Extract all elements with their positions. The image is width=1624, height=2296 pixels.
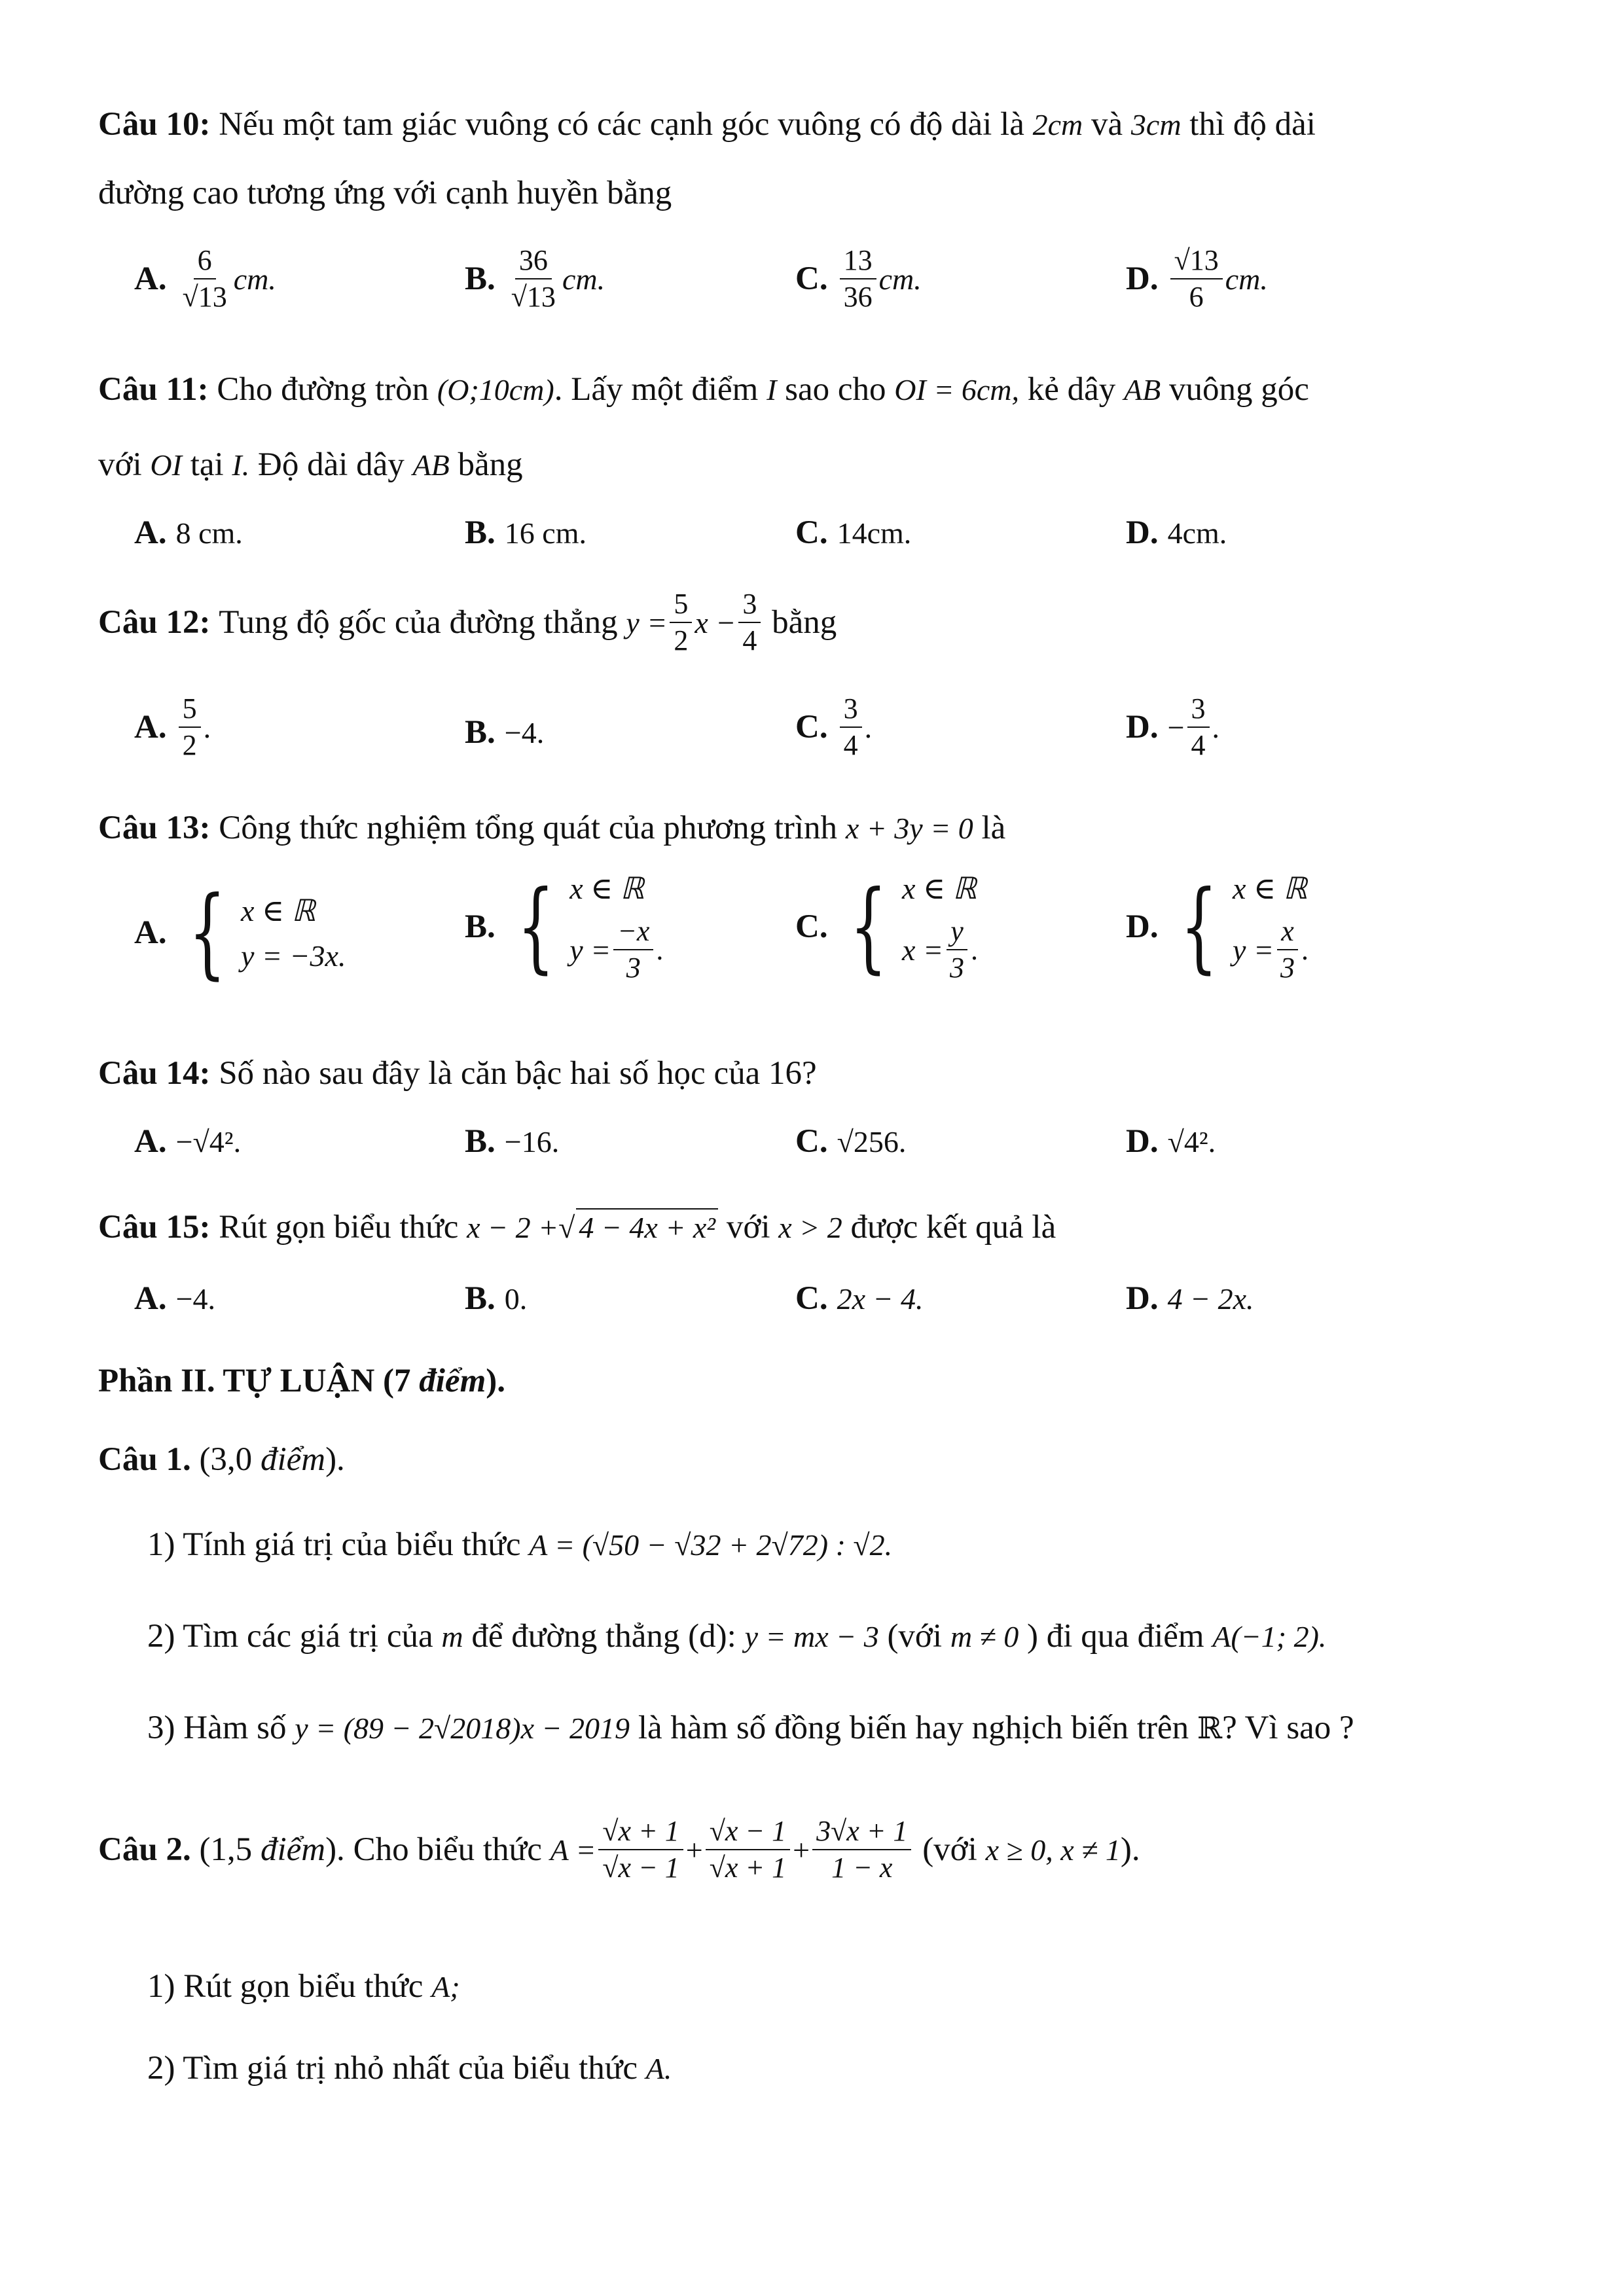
q14-option-a[interactable] bbox=[134, 1122, 241, 1160]
c1-item2-point: A(−1; 2). bbox=[1212, 1620, 1327, 1653]
option-label: D. bbox=[1126, 260, 1159, 298]
equation-system: { x ∈ ℝ y = $\frac{x}{3}$ . bbox=[1180, 870, 1308, 984]
frac-num: −x bbox=[613, 916, 653, 950]
c1-item3-set: ℝ bbox=[1197, 1712, 1223, 1745]
option-label: A. bbox=[134, 514, 167, 551]
plus-sign: + bbox=[685, 1833, 703, 1867]
frac-num: 3√x + 1 bbox=[812, 1816, 911, 1850]
q14-head: Câu 14: bbox=[98, 1055, 211, 1092]
q15-option-c[interactable] bbox=[795, 1280, 924, 1318]
option-label: C. bbox=[795, 260, 828, 298]
q11-point: I. bbox=[232, 448, 250, 482]
q15-text: Rút gọn biểu thức bbox=[219, 1209, 459, 1246]
fraction bbox=[812, 1816, 911, 1883]
option-label: A. bbox=[134, 1280, 167, 1317]
c1-item3-text: 3) Hàm số bbox=[147, 1710, 287, 1746]
c1-item1-expr: A = (√50 − √32 + 2√72) : √2. bbox=[529, 1528, 893, 1562]
system-row: x ∈ ℝ bbox=[902, 872, 977, 905]
frac-num: 5 bbox=[179, 694, 201, 728]
minus-sign: − bbox=[1167, 710, 1185, 744]
fraction bbox=[613, 916, 653, 983]
q15-expr: x − 2 + bbox=[467, 1211, 559, 1244]
frac-num: y bbox=[947, 916, 967, 950]
option-value: 0. bbox=[504, 1282, 528, 1316]
q14-line1 bbox=[98, 1054, 1539, 1094]
option-value: −4. bbox=[175, 1282, 216, 1316]
unit: cm. bbox=[233, 262, 276, 296]
option-label: C. bbox=[795, 514, 828, 551]
fraction bbox=[946, 916, 968, 983]
frac-num: √x − 1 bbox=[706, 1816, 790, 1850]
part2-points: điểm bbox=[419, 1363, 486, 1399]
frac-den: 3 bbox=[1280, 952, 1295, 984]
q11-option-a[interactable] bbox=[134, 514, 243, 552]
q11-option-c[interactable] bbox=[795, 514, 911, 552]
option-label: A. bbox=[134, 1123, 167, 1160]
option-label: B. bbox=[465, 714, 496, 751]
q11-text: vuông góc bbox=[1168, 371, 1309, 408]
sqrt-icon: √ bbox=[558, 1211, 575, 1244]
q15-line1 bbox=[98, 1208, 1539, 1247]
q13-line1 bbox=[98, 808, 1539, 848]
c1-item3-text: ? Vì sao ? bbox=[1222, 1710, 1354, 1746]
frac-num: 6 bbox=[194, 245, 216, 279]
option-label: D. bbox=[1126, 514, 1159, 551]
q13-text: Công thức nghiệm tổng quát của phương trình bbox=[219, 810, 838, 846]
q11-circle: (O;10cm) bbox=[437, 373, 554, 406]
c2-cond: (với bbox=[922, 1831, 977, 1868]
frac-den: 4 bbox=[742, 624, 757, 657]
option-label: B. bbox=[465, 1280, 496, 1317]
q13-option-a[interactable] bbox=[134, 876, 346, 990]
option-value: 2x − 4. bbox=[837, 1282, 924, 1316]
q15-option-a[interactable] bbox=[134, 1280, 215, 1318]
q11-ab: AB bbox=[1124, 373, 1161, 406]
q11-option-b[interactable] bbox=[465, 514, 586, 552]
fraction bbox=[670, 589, 692, 656]
fraction bbox=[1170, 245, 1223, 312]
option-label: C. bbox=[795, 1280, 828, 1317]
c2-a-eq: A = bbox=[550, 1833, 596, 1867]
q12-option-a[interactable]: A. $\frac{5}{2}$ . bbox=[134, 692, 211, 762]
frac-num: 3 bbox=[738, 589, 761, 623]
q12-eq: y = bbox=[626, 605, 668, 639]
option-label: A. bbox=[134, 709, 167, 746]
frac-den: 2 bbox=[182, 729, 197, 762]
option-value: 8 cm. bbox=[175, 516, 243, 550]
c2-item2-text: 2) Tìm giá trị nhỏ nhất của biểu thức bbox=[147, 2050, 638, 2087]
option-value: −√4². bbox=[175, 1124, 242, 1158]
frac-den: √x + 1 bbox=[709, 1852, 787, 1884]
q15-text: với bbox=[726, 1209, 770, 1246]
c1-item3-expr: y = (89 − 2√2018)x − 2019 bbox=[295, 1712, 630, 1745]
system-row: y = −3x. bbox=[241, 939, 346, 973]
c1-item2 bbox=[147, 1617, 1539, 1657]
q11-oi: OI = 6cm, bbox=[894, 373, 1019, 406]
q10-text1: Nếu một tam giác vuông có các cạnh góc vuông có độ dài là bbox=[219, 106, 1024, 143]
fraction bbox=[1276, 916, 1299, 983]
q11-head: Câu 11: bbox=[98, 371, 209, 408]
q12-eq: x − bbox=[695, 605, 736, 639]
q15-cond: x > 2 bbox=[778, 1211, 842, 1244]
q10-line1 bbox=[98, 105, 1539, 145]
frac-num: √x + 1 bbox=[598, 1816, 683, 1850]
system-row: x ∈ ℝ bbox=[241, 893, 316, 927]
option-label: D. bbox=[1126, 1123, 1159, 1160]
plus-sign: + bbox=[793, 1833, 810, 1867]
option-label: C. bbox=[795, 709, 828, 746]
q15-option-d[interactable] bbox=[1126, 1280, 1254, 1318]
q15-head: Câu 15: bbox=[98, 1209, 211, 1246]
c2-item1-var: A; bbox=[431, 1970, 460, 2003]
brace-icon: { bbox=[1180, 870, 1218, 984]
q10-and: và bbox=[1091, 106, 1123, 143]
part2-title-text: Phần II. TỰ LUẬN (7 bbox=[98, 1363, 411, 1399]
system-row-left: y = bbox=[1233, 933, 1274, 967]
q11-text: . Lấy một điểm bbox=[554, 371, 759, 408]
c1-item2-text: 2) Tìm các giá trị của bbox=[147, 1618, 433, 1655]
c1-item3-text: là hàm số đồng biến hay nghịch biến trên bbox=[638, 1710, 1189, 1746]
frac-den: 4 bbox=[843, 729, 858, 762]
c1-item2-var: m bbox=[441, 1620, 463, 1653]
c2-cond: ). bbox=[1120, 1831, 1140, 1868]
frac-num: 3 bbox=[1187, 694, 1210, 728]
brace-icon: { bbox=[849, 870, 887, 984]
frac-num: 3 bbox=[840, 694, 862, 728]
part2-close: ). bbox=[486, 1363, 505, 1399]
c2-cond-expr: x ≥ 0, x ≠ 1 bbox=[985, 1833, 1121, 1867]
q10-line2 bbox=[98, 173, 1539, 213]
frac-den: √x − 1 bbox=[602, 1852, 679, 1884]
fraction bbox=[840, 245, 876, 312]
fraction bbox=[706, 1816, 790, 1883]
option-value: 4 − 2x. bbox=[1167, 1282, 1254, 1316]
q13-head: Câu 13: bbox=[98, 810, 211, 846]
c2-head-line bbox=[98, 1816, 1539, 1883]
frac-num: 5 bbox=[670, 589, 692, 623]
frac-den: 4 bbox=[1191, 729, 1206, 762]
frac-num: 13 bbox=[840, 245, 876, 279]
fraction bbox=[738, 589, 761, 656]
c1-score: (3,0 bbox=[199, 1441, 253, 1478]
q11-text: Độ dài dây bbox=[258, 446, 405, 483]
fraction bbox=[179, 694, 201, 761]
option-value: √4². bbox=[1167, 1124, 1216, 1158]
fraction bbox=[598, 1816, 683, 1883]
c1-item1 bbox=[147, 1525, 1539, 1565]
option-value: −16. bbox=[504, 1124, 560, 1158]
q12-option-c[interactable]: C. $\frac{3}{4}$ . bbox=[795, 692, 873, 762]
frac-den: 1 − x bbox=[831, 1852, 893, 1884]
brace-icon: { bbox=[188, 876, 226, 990]
option-value: 4cm. bbox=[1167, 516, 1227, 550]
q10-option-c[interactable] bbox=[795, 245, 922, 312]
frac-den: 3 bbox=[626, 952, 641, 984]
c2-item1 bbox=[147, 1967, 1539, 2007]
frac-den: 36 bbox=[843, 281, 873, 314]
option-label: B. bbox=[465, 514, 496, 551]
q10-head: Câu 10: bbox=[98, 106, 211, 143]
c1-item2-cond: m ≠ 0 bbox=[950, 1620, 1019, 1653]
system-row-left: x = bbox=[902, 933, 943, 967]
c1-item2-eq: y = mx − 3 bbox=[744, 1620, 879, 1653]
frac-den: √13 bbox=[182, 281, 227, 314]
option-value: 16 cm. bbox=[504, 516, 586, 550]
q11-oi: OI bbox=[150, 448, 182, 482]
equation-system bbox=[176, 876, 346, 990]
q11-text: kẻ dây bbox=[1027, 371, 1116, 408]
q10-text2: thì độ dài bbox=[1189, 106, 1316, 143]
fraction bbox=[840, 694, 862, 761]
unit: cm. bbox=[562, 262, 605, 296]
q11-option-d[interactable] bbox=[1126, 514, 1227, 552]
frac-den: 2 bbox=[674, 624, 689, 657]
q11-text: Cho đường tròn bbox=[217, 371, 429, 408]
option-label: B. bbox=[465, 1123, 496, 1160]
c2-score: (1,5 bbox=[199, 1831, 253, 1868]
option-label: D. bbox=[1126, 908, 1159, 946]
c1-item1-text: 1) Tính giá trị của biểu thức bbox=[147, 1526, 521, 1563]
q13-eq: x + 3y = 0 bbox=[845, 812, 973, 845]
c2-head: Câu 2. bbox=[98, 1831, 191, 1868]
c2-score-word: điểm bbox=[260, 1831, 326, 1868]
q11-text: với bbox=[98, 446, 142, 483]
q13-text: là bbox=[981, 810, 1006, 846]
c1-score: ). bbox=[325, 1441, 345, 1478]
option-label: C. bbox=[795, 908, 828, 946]
c1-item2-text: ) đi qua điểm bbox=[1027, 1618, 1204, 1655]
q13-option-c[interactable] bbox=[795, 870, 978, 983]
c2-text: Cho biểu thức bbox=[353, 1831, 542, 1868]
equation-system: { x ∈ ℝ x = $\frac{y}{3}$ . bbox=[849, 870, 978, 984]
q10-option-d[interactable] bbox=[1126, 245, 1268, 312]
frac-den: √13 bbox=[511, 281, 556, 314]
c1-item3 bbox=[147, 1708, 1539, 1748]
q12-option-b[interactable] bbox=[465, 713, 544, 751]
c2-item2-var: A. bbox=[645, 2052, 672, 2085]
q11-text: tại bbox=[190, 446, 224, 483]
q12-head: Câu 12: bbox=[98, 603, 211, 641]
q15-expr-root: 4 − 4x + x² bbox=[576, 1208, 718, 1246]
q12-option-d[interactable]: D. − $\frac{3}{4}$ . bbox=[1126, 692, 1220, 762]
q12-text: Tung độ gốc của đường thẳng bbox=[219, 603, 618, 641]
fraction bbox=[1187, 694, 1210, 761]
c1-head: Câu 1. bbox=[98, 1441, 191, 1478]
q14-option-d[interactable] bbox=[1126, 1122, 1216, 1160]
option-label: D. bbox=[1126, 709, 1159, 746]
option-label: A. bbox=[134, 260, 167, 298]
option-label: A. bbox=[134, 914, 167, 951]
q10-len2: 3cm bbox=[1130, 108, 1182, 141]
part2-title bbox=[98, 1361, 1539, 1401]
unit: cm. bbox=[878, 262, 922, 296]
brace-icon: { bbox=[516, 870, 555, 984]
c2-item1-text: 1) Rút gọn biểu thức bbox=[147, 1968, 424, 2005]
c2-score: ). bbox=[325, 1831, 345, 1868]
fraction bbox=[507, 245, 560, 312]
system-row: x ∈ ℝ bbox=[1233, 872, 1307, 905]
c1-head-line bbox=[98, 1440, 1539, 1480]
q10-option-b[interactable] bbox=[465, 245, 605, 312]
option-value: √256. bbox=[837, 1124, 907, 1158]
option-label: C. bbox=[795, 1123, 828, 1160]
q14-option-b[interactable] bbox=[465, 1122, 559, 1160]
q12-line1 bbox=[98, 589, 1539, 656]
system-row: x ∈ ℝ bbox=[569, 872, 645, 905]
option-value: −4. bbox=[504, 715, 545, 749]
q10-text3: đường cao tương ứng với cạnh huyền bằng bbox=[98, 175, 672, 211]
q11-point: I bbox=[767, 373, 777, 406]
c2-item2 bbox=[147, 2049, 1539, 2089]
q10-option-a[interactable] bbox=[134, 245, 276, 312]
option-value: 14cm. bbox=[837, 516, 912, 550]
frac-den: 6 bbox=[1189, 281, 1204, 314]
q15-option-b[interactable] bbox=[465, 1280, 527, 1318]
q13-option-b[interactable] bbox=[465, 870, 663, 983]
option-label: D. bbox=[1126, 1280, 1159, 1317]
equation-system: { x ∈ ℝ y = $\frac{-x}{3}$ . bbox=[516, 870, 664, 984]
q11-text: bằng bbox=[458, 446, 523, 483]
fraction bbox=[179, 245, 231, 312]
frac-den: 3 bbox=[950, 952, 964, 984]
c1-item2-text: để đường thẳng (d): bbox=[471, 1618, 736, 1655]
c1-item2-text: (với bbox=[887, 1618, 943, 1655]
q14-text: Số nào sau đây là căn bậc hai số học của 16? bbox=[219, 1055, 817, 1092]
q11-line1 bbox=[98, 370, 1539, 410]
q12-text: bằng bbox=[772, 603, 837, 641]
unit: cm. bbox=[1225, 262, 1268, 296]
frac-num: 36 bbox=[515, 245, 552, 279]
option-label: B. bbox=[465, 260, 496, 298]
q14-option-c[interactable] bbox=[795, 1122, 906, 1160]
q11-line2 bbox=[98, 445, 1539, 485]
frac-num: √13 bbox=[1170, 245, 1223, 279]
q11-ab: AB bbox=[412, 448, 450, 482]
frac-num: x bbox=[1277, 916, 1298, 950]
q11-text: sao cho bbox=[785, 371, 886, 408]
system-row-left: y = bbox=[569, 933, 611, 967]
option-label: B. bbox=[465, 908, 496, 946]
q10-len1: 2cm bbox=[1032, 108, 1083, 141]
q13-option-d[interactable] bbox=[1126, 870, 1308, 983]
q15-text: được kết quả là bbox=[850, 1209, 1056, 1246]
c1-score-word: điểm bbox=[260, 1441, 326, 1478]
